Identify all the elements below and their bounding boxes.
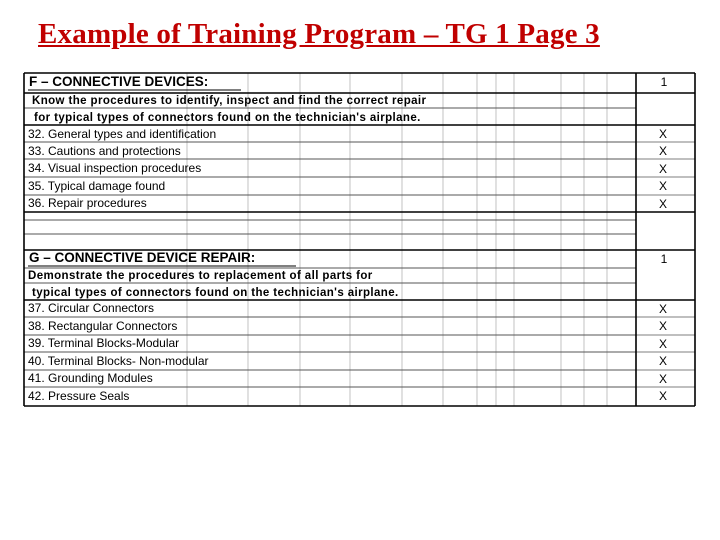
item-34-mark: X [658,162,668,176]
section-f-description-line-2: for typical types of connectors found on the technician's airplane. [34,112,421,124]
section-g-level: 1 [660,252,668,266]
item-37-label: 37. Circular Connectors [28,301,155,315]
section-g-heading: G – CONNECTIVE DEVICE REPAIR: [29,250,256,265]
item-37-mark: X [658,302,668,316]
item-35-mark: X [658,179,668,193]
item-34-label: 34. Visual inspection procedures [28,161,202,175]
item-39-label: 39. Terminal Blocks-Modular [28,336,180,350]
item-42-mark: X [658,389,668,403]
item-33-label: 33. Cautions and protections [28,144,181,158]
item-35-label: 35. Typical damage found [28,179,166,193]
item-32-label: 32. General types and identification [28,127,217,141]
page-title: Example of Training Program – TG 1 Page 3 [38,18,600,50]
item-41-label: 41. Grounding Modules [28,371,153,385]
section-f-description-line-1: Know the procedures to identify, inspect and find the correct repair [32,95,427,107]
item-32-mark: X [658,127,668,141]
item-40-label: 40. Terminal Blocks- Non-modular [28,354,209,368]
section-g-description-line-2: typical types of connectors found on the technician's airplane. [32,287,399,299]
section-f-heading: F – CONNECTIVE DEVICES: [29,74,209,89]
item-36-mark: X [658,197,668,211]
item-38-label: 38. Rectangular Connectors [28,319,178,333]
item-41-mark: X [658,372,668,386]
item-33-mark: X [658,144,668,158]
item-38-mark: X [658,319,668,333]
section-g-description-line-1: Demonstrate the procedures to replacement of all parts for [28,270,373,282]
item-36-label: 36. Repair procedures [28,196,147,210]
item-39-mark: X [658,337,668,351]
item-40-mark: X [658,354,668,368]
section-f-level: 1 [660,75,668,89]
item-42-label: 42. Pressure Seals [28,389,130,403]
